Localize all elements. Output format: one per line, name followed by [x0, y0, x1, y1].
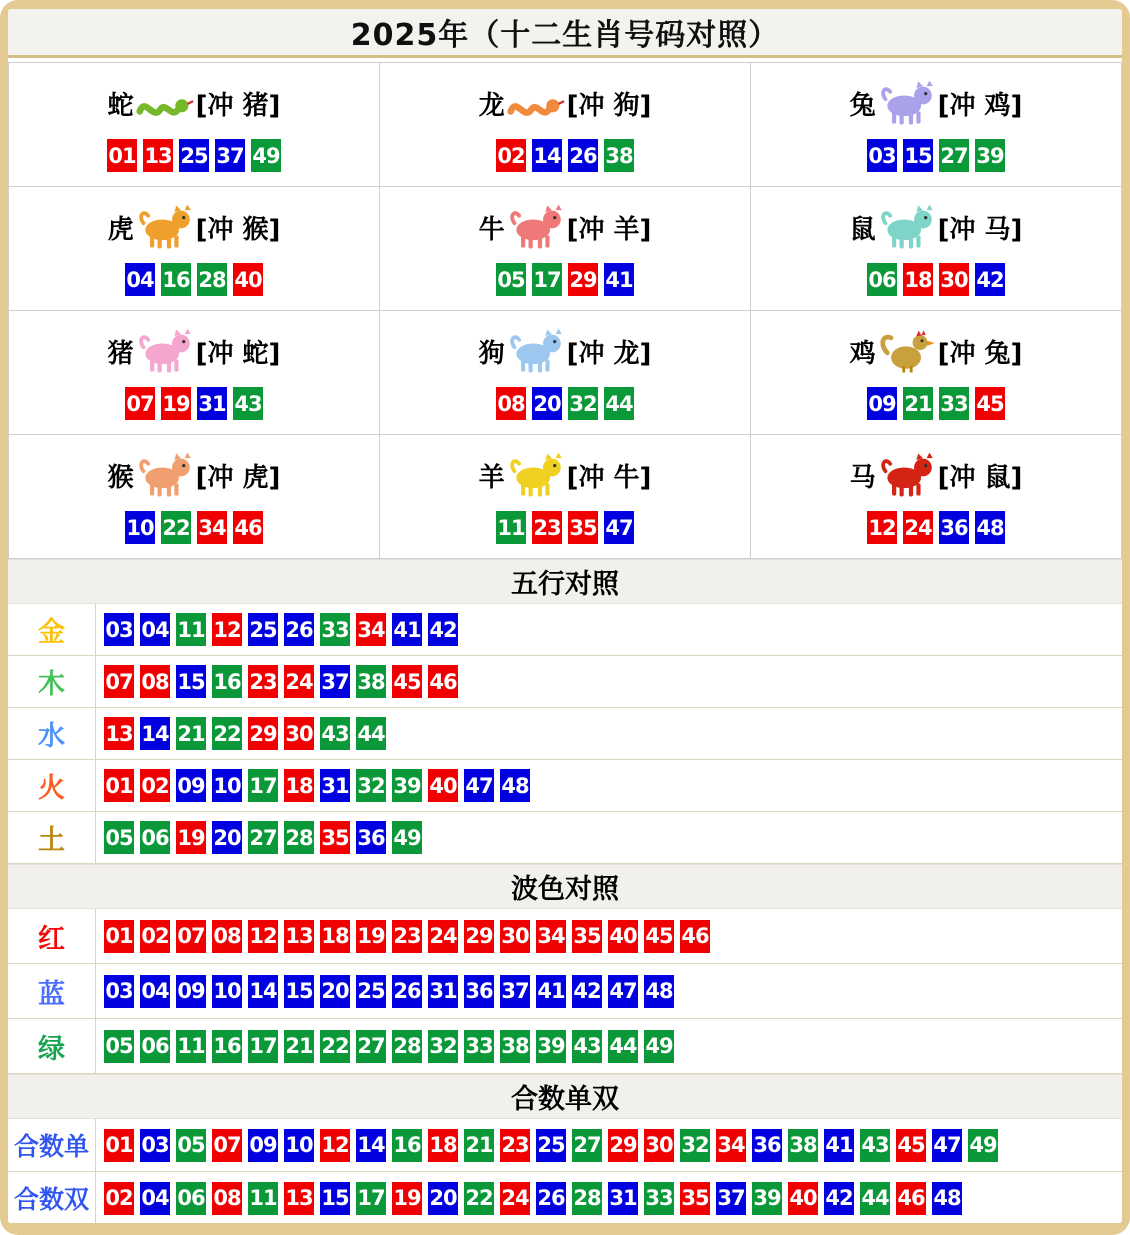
number-chip: 19: [356, 920, 386, 953]
number-chip: 43: [320, 717, 350, 750]
number-chip: 20: [428, 1182, 458, 1215]
number-chip: 35: [568, 511, 598, 544]
ox-icon: [507, 201, 565, 253]
data-row: [8, 708, 1122, 760]
number-chip: 06: [176, 1182, 206, 1215]
number-chip: 16: [161, 263, 191, 296]
number-chip: 25: [179, 139, 209, 172]
number-chip: 07: [104, 665, 134, 698]
snake-icon: [136, 77, 194, 129]
number-chip: 22: [161, 511, 191, 544]
number-chip: 18: [903, 263, 933, 296]
number-chip: 33: [644, 1182, 674, 1215]
number-chip: 43: [860, 1129, 890, 1162]
number-chip: 08: [212, 920, 242, 953]
number-chip: 11: [176, 613, 206, 646]
number-chip: 03: [104, 975, 134, 1008]
number-chip: 23: [500, 1129, 530, 1162]
number-chip: 10: [284, 1129, 314, 1162]
number-chip: 38: [788, 1129, 818, 1162]
zodiac-clash: [冲 鼠]: [937, 462, 1023, 493]
number-chip: 08: [140, 665, 170, 698]
zodiac-grid: [8, 62, 1122, 559]
row-label: 蓝: [8, 964, 96, 1018]
number-chip: 17: [532, 263, 562, 296]
number-chip: 03: [104, 613, 134, 646]
number-chip: 24: [284, 665, 314, 698]
number-chip: 24: [428, 920, 458, 953]
number-chip: 16: [392, 1129, 422, 1162]
zodiac-clash: [冲 牛]: [566, 462, 652, 493]
number-chip: 39: [975, 139, 1005, 172]
zodiac-clash: [冲 猴]: [195, 214, 281, 245]
number-chip: 36: [939, 511, 969, 544]
zodiac-clash: [冲 龙]: [566, 338, 652, 369]
zodiac-name: 狗: [478, 338, 505, 369]
number-chip: 12: [320, 1129, 350, 1162]
data-row: [8, 760, 1122, 812]
number-chip: 16: [212, 1030, 242, 1063]
number-chip: 34: [356, 613, 386, 646]
number-chip: 35: [572, 920, 602, 953]
row-label: 水: [8, 708, 96, 759]
number-chip: 42: [428, 613, 458, 646]
number-chip: 09: [176, 769, 206, 802]
number-chip: 02: [496, 139, 526, 172]
number-chip: 13: [104, 717, 134, 750]
number-chip: 12: [212, 613, 242, 646]
zodiac-name: 虎: [107, 214, 134, 245]
rat-icon: [878, 201, 936, 253]
number-chip: 10: [212, 769, 242, 802]
number-chip: 35: [680, 1182, 710, 1215]
section-header-heshu: 合数单双: [8, 1074, 1122, 1119]
number-chip: 04: [140, 613, 170, 646]
number-chip: 05: [496, 263, 526, 296]
number-chip: 09: [248, 1129, 278, 1162]
number-chip: 08: [212, 1182, 242, 1215]
number-chip: 01: [104, 769, 134, 802]
number-chip: 48: [644, 975, 674, 1008]
number-chip: 41: [824, 1129, 854, 1162]
number-chip: 40: [788, 1182, 818, 1215]
zodiac-cell: [9, 187, 379, 310]
number-chip: 32: [568, 387, 598, 420]
number-chip: 23: [532, 511, 562, 544]
number-chip: 40: [233, 263, 263, 296]
zodiac-clash: [冲 鸡]: [937, 90, 1023, 121]
page-content: [8, 9, 1122, 1223]
zodiac-cell: [380, 63, 750, 186]
number-chip: 42: [975, 263, 1005, 296]
number-chip: 36: [752, 1129, 782, 1162]
number-chip: 34: [197, 511, 227, 544]
number-chip: 46: [428, 665, 458, 698]
dragon-icon: [507, 77, 565, 129]
number-chip: 19: [176, 821, 206, 854]
number-chip: 33: [939, 387, 969, 420]
section-bose: [8, 864, 1122, 1074]
number-chip: 36: [356, 821, 386, 854]
data-row: [8, 1172, 1122, 1223]
number-chip: 26: [284, 613, 314, 646]
zodiac-cell: [9, 435, 379, 558]
number-chip: 21: [176, 717, 206, 750]
number-chip: 37: [716, 1182, 746, 1215]
number-chip: 31: [608, 1182, 638, 1215]
number-chip: 42: [572, 975, 602, 1008]
page-title: 2025年（十二生肖号码对照）: [8, 9, 1122, 58]
number-chip: 03: [867, 139, 897, 172]
number-chip: 37: [320, 665, 350, 698]
number-chip: 16: [212, 665, 242, 698]
number-chip: 43: [233, 387, 263, 420]
number-chip: 35: [320, 821, 350, 854]
number-chip: 28: [572, 1182, 602, 1215]
number-chip: 49: [968, 1129, 998, 1162]
number-chip: 06: [867, 263, 897, 296]
data-row: [8, 964, 1122, 1019]
section-wuxing: [8, 559, 1122, 864]
data-row: [8, 656, 1122, 708]
number-chip: 11: [496, 511, 526, 544]
number-chip: 24: [903, 511, 933, 544]
number-chip: 14: [248, 975, 278, 1008]
number-chip: 33: [464, 1030, 494, 1063]
number-chip: 49: [644, 1030, 674, 1063]
number-chip: 04: [125, 263, 155, 296]
number-chip: 13: [143, 139, 173, 172]
number-chip: 06: [140, 821, 170, 854]
zodiac-clash: [冲 猪]: [195, 90, 281, 121]
row-label: 合数单: [8, 1119, 96, 1171]
number-chip: 07: [212, 1129, 242, 1162]
number-chip: 02: [140, 769, 170, 802]
number-chip: 30: [500, 920, 530, 953]
goat-icon: [507, 449, 565, 501]
number-chip: 33: [320, 613, 350, 646]
number-chip: 38: [500, 1030, 530, 1063]
rooster-icon: [878, 325, 936, 377]
row-label: 绿: [8, 1019, 96, 1073]
number-chip: 46: [680, 920, 710, 953]
tiger-icon: [136, 201, 194, 253]
number-chip: 41: [536, 975, 566, 1008]
number-chip: 31: [428, 975, 458, 1008]
number-chip: 13: [284, 1182, 314, 1215]
number-chip: 25: [248, 613, 278, 646]
number-chip: 14: [356, 1129, 386, 1162]
number-chip: 37: [215, 139, 245, 172]
number-chip: 01: [104, 1129, 134, 1162]
zodiac-clash: [冲 蛇]: [195, 338, 281, 369]
number-chip: 07: [176, 920, 206, 953]
number-chip: 01: [107, 139, 137, 172]
zodiac-clash: [冲 狗]: [566, 90, 652, 121]
number-chip: 44: [604, 387, 634, 420]
number-chip: 31: [320, 769, 350, 802]
number-chip: 12: [248, 920, 278, 953]
number-chip: 11: [176, 1030, 206, 1063]
number-chip: 21: [464, 1129, 494, 1162]
row-label: 土: [8, 812, 96, 863]
number-chip: 18: [284, 769, 314, 802]
rabbit-icon: [878, 77, 936, 129]
number-chip: 48: [975, 511, 1005, 544]
number-chip: 48: [932, 1182, 962, 1215]
number-chip: 18: [320, 920, 350, 953]
row-label: 红: [8, 909, 96, 963]
number-chip: 30: [284, 717, 314, 750]
section-header-bose: 波色对照: [8, 864, 1122, 909]
pig-icon: [136, 325, 194, 377]
zodiac-cell: [9, 311, 379, 434]
number-chip: 42: [824, 1182, 854, 1215]
number-chip: 26: [568, 139, 598, 172]
zodiac-name: 马: [849, 462, 876, 493]
dog-icon: [507, 325, 565, 377]
number-chip: 30: [939, 263, 969, 296]
number-chip: 28: [284, 821, 314, 854]
number-chip: 10: [212, 975, 242, 1008]
number-chip: 32: [680, 1129, 710, 1162]
zodiac-name: 鸡: [849, 338, 876, 369]
number-chip: 32: [428, 1030, 458, 1063]
zodiac-name: 羊: [478, 462, 505, 493]
zodiac-cell: [751, 63, 1121, 186]
number-chip: 05: [104, 1030, 134, 1063]
number-chip: 22: [464, 1182, 494, 1215]
row-label: 合数双: [8, 1172, 96, 1223]
number-chip: 09: [867, 387, 897, 420]
number-chip: 27: [356, 1030, 386, 1063]
number-chip: 14: [532, 139, 562, 172]
zodiac-clash: [冲 马]: [937, 214, 1023, 245]
data-row: [8, 604, 1122, 656]
number-chip: 09: [176, 975, 206, 1008]
number-chip: 32: [356, 769, 386, 802]
number-chip: 03: [140, 1129, 170, 1162]
number-chip: 19: [392, 1182, 422, 1215]
number-chip: 15: [903, 139, 933, 172]
number-chip: 31: [197, 387, 227, 420]
zodiac-cell: [751, 435, 1121, 558]
data-row: [8, 1019, 1122, 1074]
horse-icon: [878, 449, 936, 501]
number-chip: 46: [896, 1182, 926, 1215]
number-chip: 18: [428, 1129, 458, 1162]
number-chip: 17: [248, 1030, 278, 1063]
section-heshu: [8, 1074, 1122, 1223]
row-label: 木: [8, 656, 96, 707]
number-chip: 04: [140, 975, 170, 1008]
number-chip: 07: [125, 387, 155, 420]
number-chip: 38: [356, 665, 386, 698]
number-chip: 25: [356, 975, 386, 1008]
number-chip: 06: [140, 1030, 170, 1063]
number-chip: 39: [392, 769, 422, 802]
number-chip: 20: [212, 821, 242, 854]
number-chip: 41: [392, 613, 422, 646]
number-chip: 25: [536, 1129, 566, 1162]
number-chip: 27: [939, 139, 969, 172]
zodiac-name: 牛: [478, 214, 505, 245]
number-chip: 19: [161, 387, 191, 420]
number-chip: 45: [975, 387, 1005, 420]
number-chip: 26: [536, 1182, 566, 1215]
number-chip: 40: [608, 920, 638, 953]
zodiac-clash: [冲 兔]: [937, 338, 1023, 369]
number-chip: 36: [464, 975, 494, 1008]
number-chip: 17: [248, 769, 278, 802]
number-chip: 20: [532, 387, 562, 420]
number-chip: 48: [500, 769, 530, 802]
data-row: [8, 909, 1122, 964]
number-chip: 39: [536, 1030, 566, 1063]
number-chip: 44: [608, 1030, 638, 1063]
zodiac-cell: [751, 187, 1121, 310]
number-chip: 43: [572, 1030, 602, 1063]
number-chip: 29: [248, 717, 278, 750]
number-chip: 38: [604, 139, 634, 172]
number-chip: 15: [176, 665, 206, 698]
zodiac-name: 鼠: [849, 214, 876, 245]
number-chip: 47: [464, 769, 494, 802]
number-chip: 27: [572, 1129, 602, 1162]
zodiac-name: 猴: [107, 462, 134, 493]
number-chip: 29: [608, 1129, 638, 1162]
number-chip: 39: [752, 1182, 782, 1215]
zodiac-name: 兔: [849, 90, 876, 121]
number-chip: 24: [500, 1182, 530, 1215]
number-chip: 14: [140, 717, 170, 750]
number-chip: 29: [464, 920, 494, 953]
row-label: 火: [8, 760, 96, 811]
section-header-wuxing: 五行对照: [8, 559, 1122, 604]
number-chip: 02: [104, 1182, 134, 1215]
data-row: [8, 812, 1122, 864]
number-chip: 30: [644, 1129, 674, 1162]
monkey-icon: [136, 449, 194, 501]
number-chip: 41: [604, 263, 634, 296]
zodiac-cell: [751, 311, 1121, 434]
number-chip: 10: [125, 511, 155, 544]
number-chip: 44: [860, 1182, 890, 1215]
row-label: 金: [8, 604, 96, 655]
number-chip: 28: [392, 1030, 422, 1063]
number-chip: 45: [896, 1129, 926, 1162]
number-chip: 05: [176, 1129, 206, 1162]
zodiac-name: 猪: [107, 338, 134, 369]
number-chip: 04: [140, 1182, 170, 1215]
number-chip: 02: [140, 920, 170, 953]
number-chip: 49: [251, 139, 281, 172]
number-chip: 21: [903, 387, 933, 420]
zodiac-clash: [冲 虎]: [195, 462, 281, 493]
number-chip: 20: [320, 975, 350, 1008]
zodiac-cell: [380, 311, 750, 434]
number-chip: 27: [248, 821, 278, 854]
number-chip: 22: [212, 717, 242, 750]
number-chip: 29: [568, 263, 598, 296]
number-chip: 01: [104, 920, 134, 953]
number-chip: 17: [356, 1182, 386, 1215]
data-row: [8, 1119, 1122, 1172]
number-chip: 28: [197, 263, 227, 296]
number-chip: 45: [392, 665, 422, 698]
number-chip: 47: [608, 975, 638, 1008]
number-chip: 46: [233, 511, 263, 544]
number-chip: 44: [356, 717, 386, 750]
number-chip: 11: [248, 1182, 278, 1215]
number-chip: 45: [644, 920, 674, 953]
number-chip: 37: [500, 975, 530, 1008]
number-chip: 22: [320, 1030, 350, 1063]
number-chip: 40: [428, 769, 458, 802]
zodiac-cell: [380, 435, 750, 558]
number-chip: 08: [496, 387, 526, 420]
number-chip: 21: [284, 1030, 314, 1063]
number-chip: 23: [392, 920, 422, 953]
number-chip: 15: [320, 1182, 350, 1215]
zodiac-cell: [9, 63, 379, 186]
number-chip: 34: [716, 1129, 746, 1162]
number-chip: 23: [248, 665, 278, 698]
zodiac-name: 龙: [478, 90, 505, 121]
number-chip: 15: [284, 975, 314, 1008]
number-chip: 34: [536, 920, 566, 953]
number-chip: 05: [104, 821, 134, 854]
zodiac-cell: [380, 187, 750, 310]
number-chip: 13: [284, 920, 314, 953]
zodiac-clash: [冲 羊]: [566, 214, 652, 245]
zodiac-name: 蛇: [107, 90, 134, 121]
number-chip: 12: [867, 511, 897, 544]
number-chip: 49: [392, 821, 422, 854]
number-chip: 47: [932, 1129, 962, 1162]
number-chip: 47: [604, 511, 634, 544]
number-chip: 26: [392, 975, 422, 1008]
